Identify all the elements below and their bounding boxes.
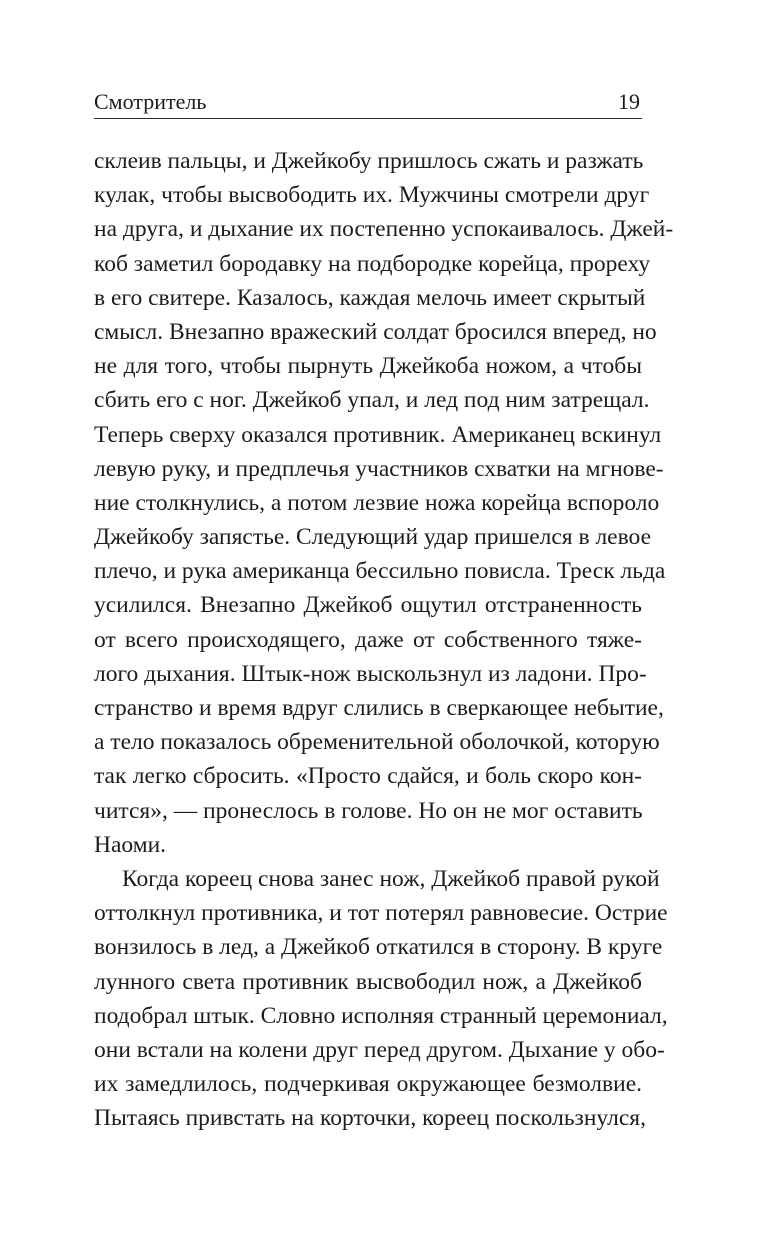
- text-line: ние столкнулись, а потом лезвие ножа корейца вспороло: [94, 489, 660, 516]
- text-line: Когда кореец снова занес нож, Джейкоб правой рукой: [122, 865, 660, 892]
- text-line: лунного света противник высвободил нож, а Джейкоб: [94, 968, 642, 995]
- running-head: [94, 88, 642, 119]
- text-line: Джейкобу запястье. Следующий удар пришелся в левое: [94, 524, 652, 551]
- body-text: [94, 144, 674, 1135]
- text-line: а тело показалось обременительной оболочкой, которую: [94, 729, 660, 756]
- text-line: странство и время вдруг слились в сверкающее небытие,: [94, 695, 664, 721]
- text-line: плечо, и рука американца бессильно повисла. Треск льда: [94, 558, 666, 585]
- text-line: вонзилось в лед, а Джейкоб откатился в сторону. В круге: [94, 934, 663, 961]
- running-head-title: Смотритель: [94, 89, 207, 114]
- text-line: усилился. Внезапно Джейкоб ощутил отстраненность: [94, 592, 642, 619]
- paragraph-1: [94, 144, 674, 862]
- text-line: коб заметил бородавку на подбородке корейца, прореху: [94, 250, 651, 277]
- text-line: в его свитере. Казалось, каждая мелочь имеет скрытый: [94, 284, 646, 311]
- text-line: смысл. Внезапно вражеский солдат бросился вперед, но: [94, 318, 657, 345]
- text-line: не для того, чтобы пырнуть Джейкоба ножом, а чтобы: [94, 353, 642, 380]
- text-line: подобрал штык. Словно исполняя странный церемониал,: [94, 1002, 668, 1029]
- text-line: Пытаясь привстать на корточки, кореец поскользнулся,: [94, 1105, 646, 1132]
- text-line: на друга, и дыхание их постепенно успокаивалось. Джей-: [94, 216, 674, 243]
- text-line: так легко сбросить. «Просто сдайся, и боль скоро кон-: [94, 763, 642, 790]
- text-line: кулак, чтобы высвободить их. Мужчины смотрели друг: [94, 182, 650, 209]
- text-line: оттолкнул противника, и тот потерял равновесие. Острие: [94, 900, 668, 927]
- text-line: чится», — пронеслось в голове. Но он не мог оставить: [94, 797, 643, 824]
- text-line: Теперь сверху оказался противник. Американец вскинул: [94, 421, 662, 448]
- text-line: их замедлилось, подчеркивая окружающее безмолвие.: [94, 1071, 642, 1098]
- paragraph-2: [94, 862, 668, 1136]
- text-line: Наоми.: [94, 831, 167, 858]
- text-line: лого дыхания. Штык-нож выскользнул из ладони. Про-: [94, 660, 647, 687]
- text-line: склеив пальцы, и Джейкобу пришлось сжать и разжать: [94, 148, 644, 174]
- text-line: левую руку, и предплечья участников схватки на мгнове-: [94, 455, 664, 482]
- text-line: от всего происходящего, даже от собственного тяже-: [94, 626, 642, 653]
- text-line: они встали на колени друг перед другом. Дыхание у обо-: [94, 1036, 665, 1063]
- text-line: сбить его с ног. Джейкоб упал, и лед под ним затрещал.: [94, 387, 650, 414]
- page-number: 19: [618, 89, 640, 114]
